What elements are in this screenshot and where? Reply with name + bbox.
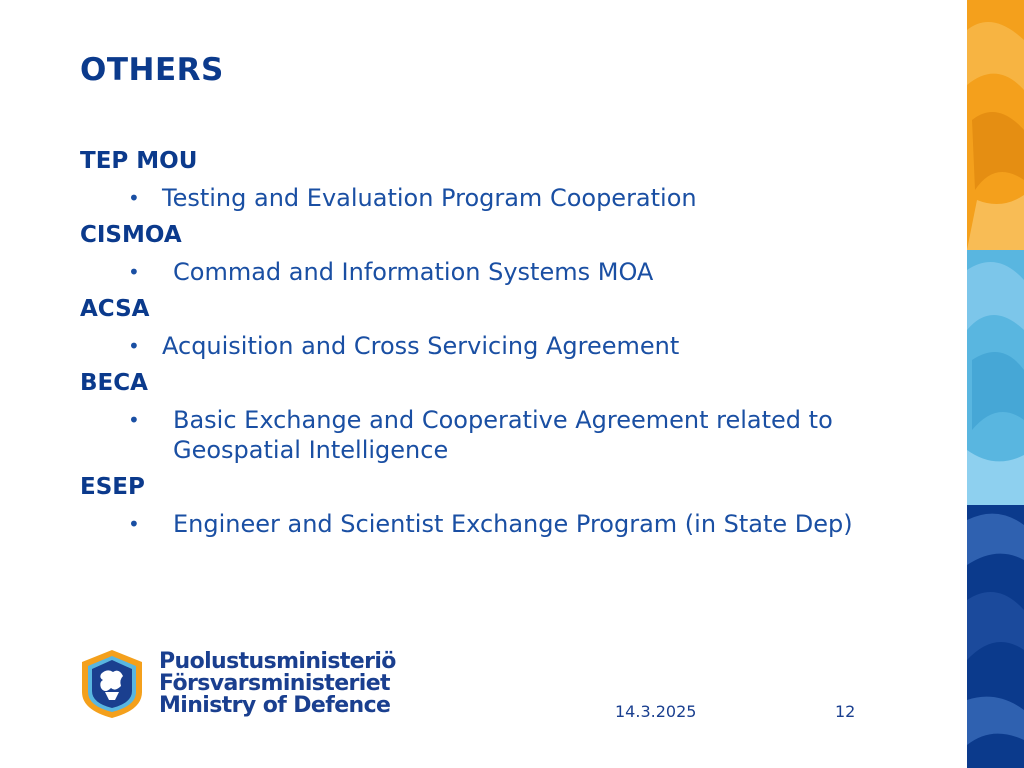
item-description: Basic Exchange and Cooperative Agreement related to Geospatial Intelligence: [173, 406, 833, 464]
term-esep: ESEP: [80, 474, 145, 500]
term-tep-mou: TEP MOU: [80, 148, 198, 174]
ministry-name: [159, 651, 396, 717]
ministry-name-finnish: Puolustusministeriö: [159, 649, 396, 674]
term-beca: BECA: [80, 370, 148, 396]
bullet: •: [128, 512, 140, 536]
list-item: [80, 257, 940, 294]
term-acsa: ACSA: [80, 296, 150, 322]
bullet: •: [128, 334, 140, 358]
item-description: Engineer and Scientist Exchange Program (in State Dep): [173, 510, 853, 538]
decorative-side-stripe: [967, 0, 1024, 768]
coat-of-arms-icon: [79, 648, 145, 720]
ministry-logo: [79, 648, 396, 720]
slide-title: OTHERS: [80, 52, 224, 88]
bullet: •: [128, 408, 140, 432]
footer-date: 14.3.2025: [615, 702, 697, 721]
list-item: [80, 509, 940, 546]
ministry-name-english: Ministry of Defence: [159, 693, 391, 718]
definition-list: [80, 146, 940, 546]
bullet: •: [128, 260, 140, 284]
term-cismoa: CISMOA: [80, 222, 182, 248]
bullet: •: [128, 186, 140, 210]
list-item: [80, 183, 940, 220]
ministry-name-swedish: Försvarsministeriet: [159, 671, 390, 696]
item-description: Commad and Information Systems MOA: [173, 258, 654, 286]
list-item: [80, 331, 940, 368]
item-description: Acquisition and Cross Servicing Agreement: [162, 332, 680, 360]
list-item: [80, 405, 940, 472]
item-description: Testing and Evaluation Program Cooperation: [162, 184, 697, 212]
page-number: 12: [835, 702, 856, 721]
